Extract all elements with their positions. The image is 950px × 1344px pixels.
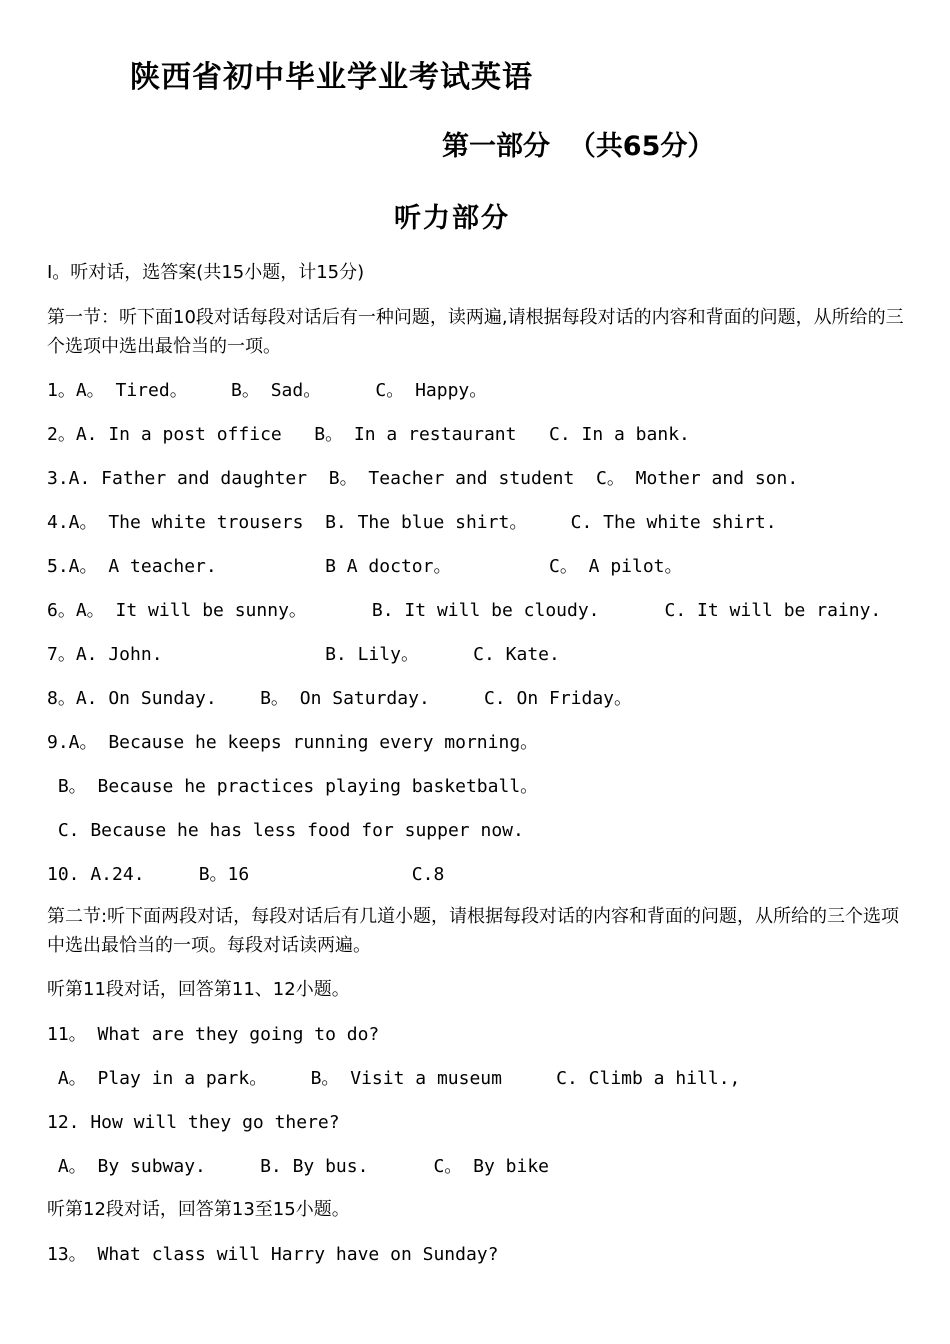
exam-title: 陕西省初中毕业学业考试英语 bbox=[130, 60, 533, 95]
question-2: 2。A. In a post office B。 In a restaurant C. In a bank. bbox=[47, 424, 690, 445]
question-7: 7。A. John. B. Lily。 C. Kate. bbox=[47, 644, 560, 665]
dialog-11-instruction: 听第11段对话，回答第11、12小题。 bbox=[47, 979, 350, 1000]
section-heading: 听力部分 bbox=[394, 203, 510, 234]
part-heading: 第一部分 （共65分） bbox=[442, 131, 715, 162]
question-5: 5.A。 A teacher. B A doctor。 C。 A pilot。 bbox=[47, 556, 683, 577]
question-4: 4.A。 The white trousers B. The blue shirt。 C. The white shirt. bbox=[47, 512, 777, 533]
question-11: 11。 What are they going to do? bbox=[47, 1024, 380, 1045]
question-9: 9.A。 Because he keeps running every morning。 bbox=[47, 732, 539, 753]
question-8: 8。A. On Sunday. B。 On Saturday. C. On Friday。 bbox=[47, 688, 633, 709]
question-12: 12. How will they go there? bbox=[47, 1112, 340, 1133]
question-3: 3.A. Father and daughter B。 Teacher and student C。 Mother and son. bbox=[47, 468, 799, 489]
question-11-options: A。 Play in a park。 B。 Visit a museum C. Climb a hill., bbox=[47, 1068, 741, 1089]
part1-instruction: I。听对话，选答案(共15小题，计15分) bbox=[47, 262, 365, 283]
question-9-option-b: B。 Because he practices playing basketball。 bbox=[47, 776, 539, 797]
question-6: 6。A。 It will be sunny。 B. It will be cloudy. C. It will be rainy. bbox=[47, 600, 882, 621]
question-12-options: A。 By subway. B. By bus. C。 By bike bbox=[47, 1156, 549, 1177]
question-1: 1。A。 Tired。 B。 Sad。 C。 Happy。 bbox=[47, 380, 488, 401]
question-10: 10. A.24. B。16 C.8 bbox=[47, 864, 445, 885]
sec2-instruction: 第二节:听下面两段对话，每段对话后有几道小题，请根据每段对话的内容和背面的问题，从所给的三个选项中选出最恰当的一项。每段对话读两遍。 bbox=[47, 906, 900, 956]
question-9-option-c: C. Because he has less food for supper now. bbox=[47, 820, 524, 841]
sec1-instruction: 第一节：听下面10段对话每段对话后有一种问题，读两遍,请根据每段对话的内容和背面的问题，从所给的三个选项中选出最恰当的一项。 bbox=[47, 307, 904, 357]
dialog-12-instruction: 听第12段对话，回答第13至15小题。 bbox=[47, 1199, 350, 1220]
question-13: 13。 What class will Harry have on Sunday? bbox=[47, 1244, 499, 1265]
